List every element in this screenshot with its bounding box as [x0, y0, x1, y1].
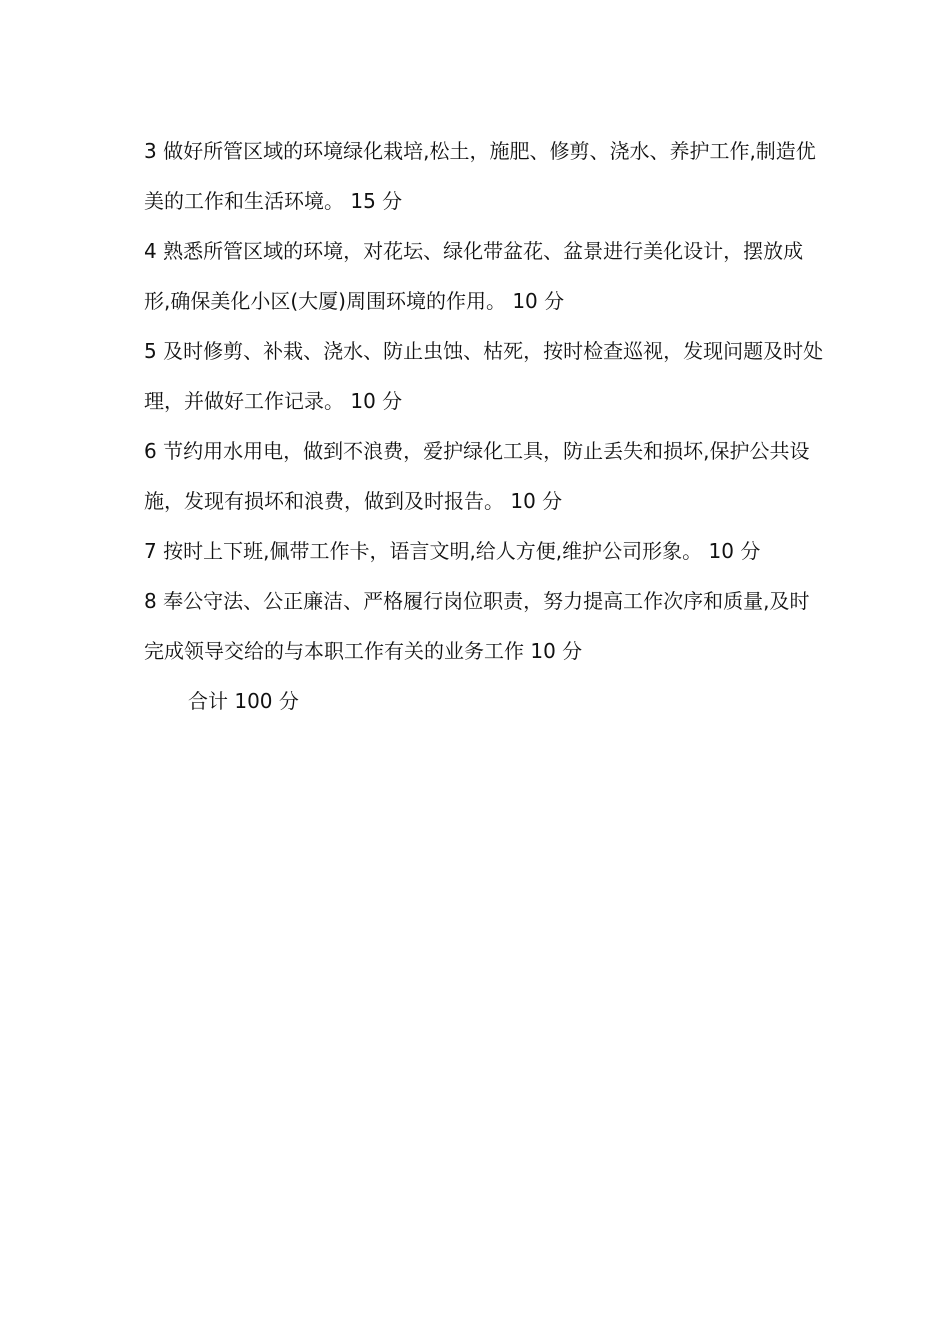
list-item: 5 及时修剪、补栽、浇水、防止虫蚀、枯死，按时检查巡视，发现问题及时处理，并做好工作记录。 10 分 [144, 339, 824, 413]
document-body [144, 126, 824, 726]
list-item: 8 奉公守法、公正廉洁、严格履行岗位职责，努力提高工作次序和质量,及时完成领导交给的与本职工作有关的业务工作 10 分 [144, 589, 810, 663]
list-item: 7 按时上下班,佩带工作卡，语言文明,给人方便,维护公司形象。 10 分 [144, 539, 761, 563]
total-score: 合计 100 分 [188, 689, 299, 713]
list-item: 3 做好所管区域的环境绿化栽培,松土，施肥、修剪、浇水、养护工作,制造优美的工作和生活环境。 15 分 [144, 139, 816, 213]
list-item: 6 节约用水用电，做到不浪费，爱护绿化工具，防止丢失和损坏,保护公共设施，发现有损坏和浪费，做到及时报告。 10 分 [144, 439, 810, 513]
list-item: 4 熟悉所管区域的环境，对花坛、绿化带盆花、盆景进行美化设计，摆放成形,确保美化小区(大厦)周围环境的作用。 10 分 [144, 239, 804, 313]
